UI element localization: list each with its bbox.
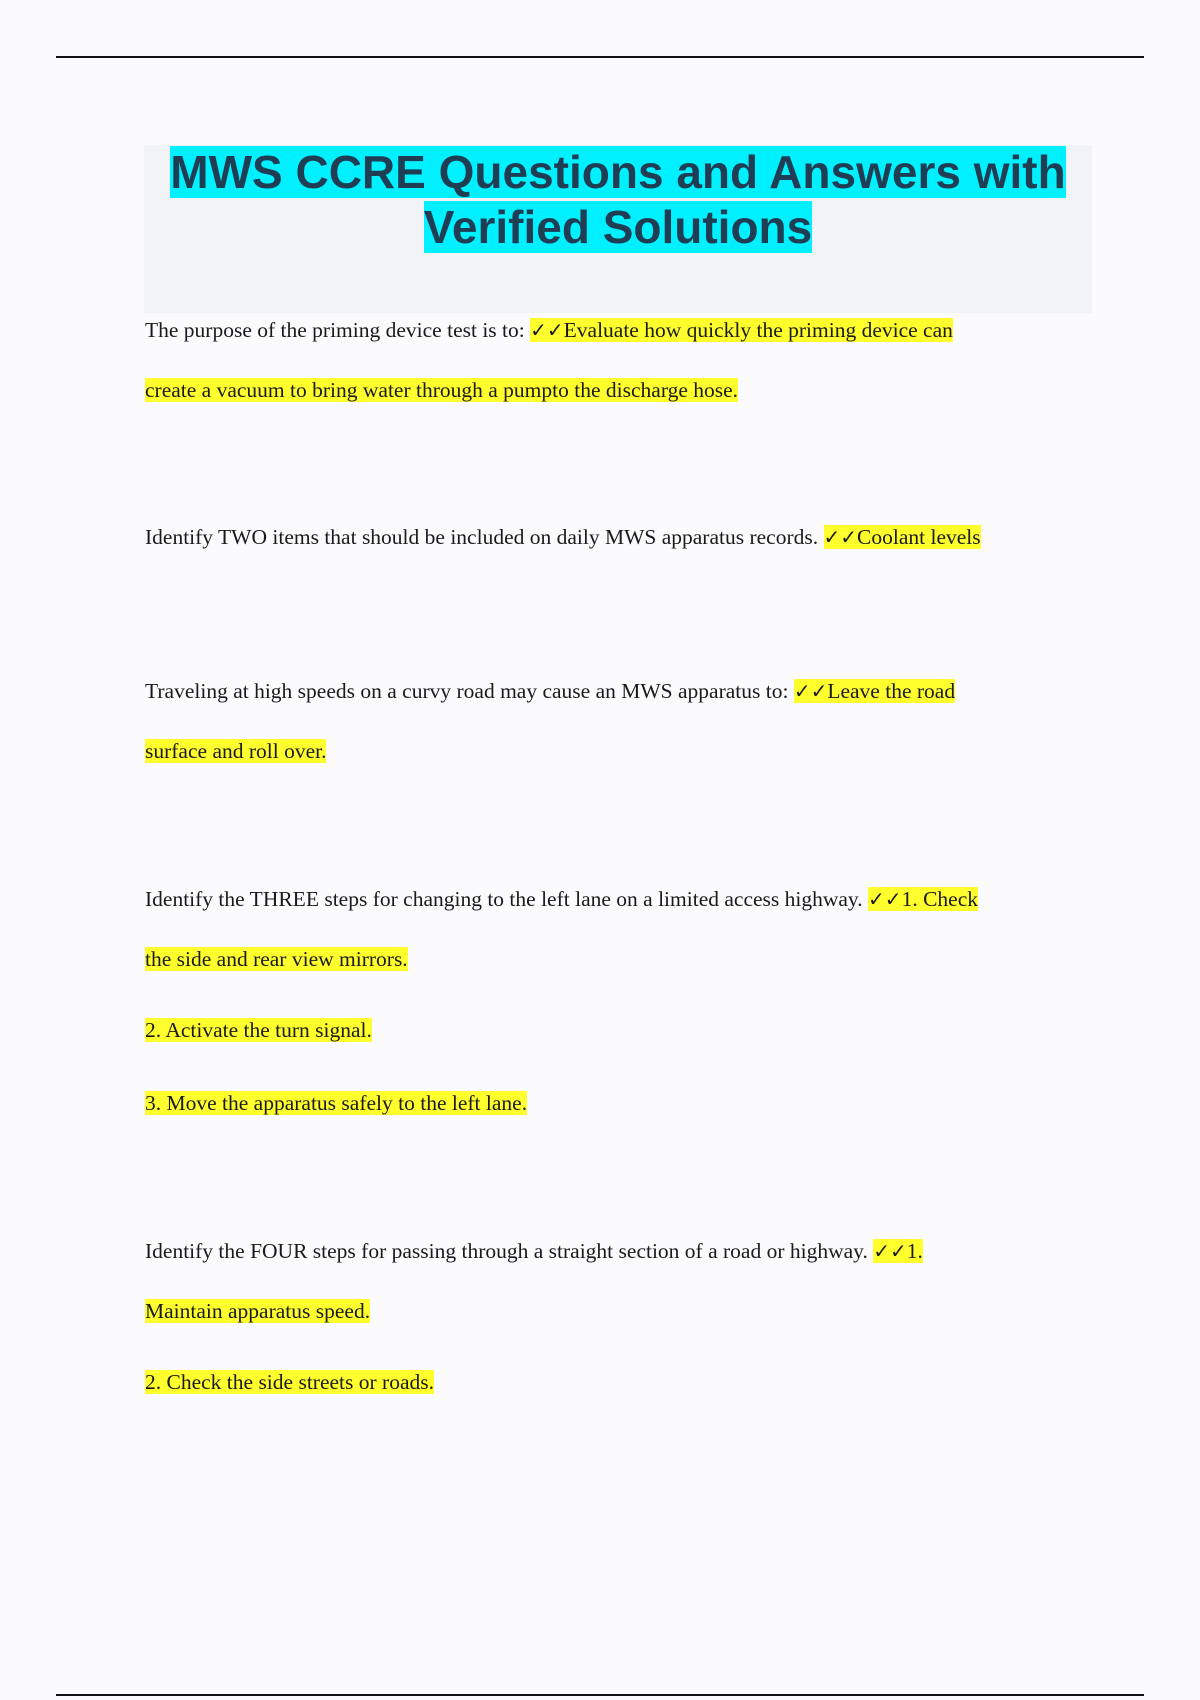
check-mark-icon: ✓✓: [873, 1239, 907, 1263]
answer-text-continued: surface and roll over.: [145, 739, 327, 763]
qa-item-1: [145, 300, 1090, 420]
answer-text-continued: create a vacuum to bring water through a pumpto the discharge hose.: [145, 378, 739, 402]
qa-item-3: [145, 661, 1090, 781]
answer-text-continued: Maintain apparatus speed.: [145, 1299, 371, 1323]
qa-item-5: [145, 1221, 1090, 1341]
question-text: Traveling at high speeds on a curvy road may cause an MWS apparatus to:: [145, 679, 794, 703]
check-mark-icon: ✓✓: [530, 318, 564, 342]
check-mark-icon: ✓✓: [868, 887, 902, 911]
check-mark-icon: ✓✓: [823, 525, 858, 549]
answer-step: 3. Move the apparatus safely to the left lane.: [145, 1091, 528, 1115]
answer-text: 1.: [906, 1239, 923, 1263]
question-text: Identify the FOUR steps for passing through a straight section of a road or highway.: [145, 1239, 874, 1263]
question-text: The purpose of the priming device test is to:: [145, 318, 531, 342]
title-line-2: Verified Solutions: [423, 201, 813, 253]
footer-rule: [56, 1694, 1144, 1696]
answer-text: 1. Check: [901, 887, 978, 911]
page-title: [144, 145, 1092, 255]
qa-item-4: [145, 869, 1090, 989]
answer-step: 2. Activate the turn signal.: [145, 1018, 372, 1042]
answer-text: Coolant levels: [857, 525, 981, 549]
header-rule: [56, 56, 1144, 58]
title-line-1: MWS CCRE Questions and Answers with: [170, 146, 1066, 198]
answer-step: 2. Check the side streets or roads.: [145, 1370, 434, 1394]
question-text: Identify TWO items that should be included on daily MWS apparatus records.: [145, 525, 824, 549]
qa-item-2: [145, 507, 1090, 567]
title-block: [144, 145, 1092, 313]
answer-text: Leave the road: [827, 679, 956, 703]
check-mark-icon: ✓✓: [793, 679, 828, 703]
question-text: Identify the THREE steps for changing to the left lane on a limited access highway.: [145, 887, 869, 911]
answer-text: Evaluate how quickly the priming device can: [563, 318, 953, 342]
answer-text-continued: the side and rear view mirrors.: [145, 947, 408, 971]
